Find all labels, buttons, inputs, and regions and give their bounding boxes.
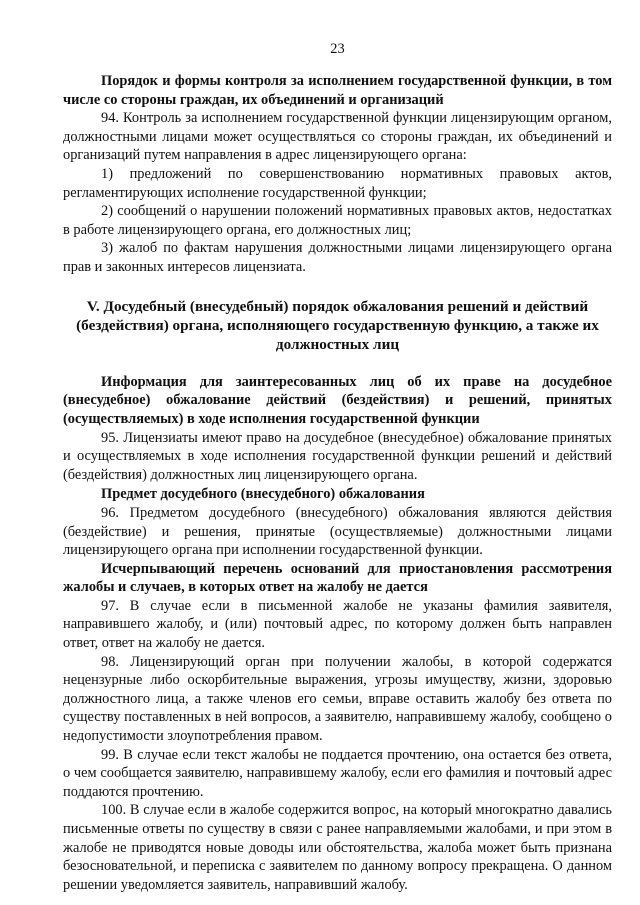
paragraph-94-item-3: 3) жалоб по фактам нарушения должностными лицами лицензирующего органа прав и законных интересов лицензиата. <box>63 240 612 275</box>
subject-heading: Предмет досудебного (внесудебного) обжалования <box>101 486 425 503</box>
paragraph-97: 97. В случае если в письменной жалобе не указаны фамилия заявителя, направившего жалобу, и (или) почтовый адрес, по которому должен быть направлен ответ, ответ на жалобу не дается. <box>63 597 612 652</box>
control-heading: Порядок и формы контроля за исполнением государственной функции, в том числе со стороны граждан, их объединений и организаций <box>63 73 612 108</box>
section-v-title: V. Досудебный (внесудебный) порядок обжалования решений и действий (бездействия) органа, исполняющего государственную функцию, а также их должностных лиц <box>76 297 599 354</box>
page-number: 23 <box>330 41 345 57</box>
info-heading: Информация для заинтересованных лиц об их праве на досудебное (внесудебное) обжалование действий (бездействия) и решений, принятых (осуществляемых) в ходе исполнения государственной функции <box>63 373 612 427</box>
paragraph-96: 96. Предметом досудебного (внесудебного) обжалования являются действия (бездействие) и решения, принятые (осуществляемые) должностными лицами лицензирующего органа при исполнении государственной функции. <box>63 504 612 559</box>
paragraph-95: 95. Лицензиаты имеют право на досудебное (внесудебное) обжалование принятых и осуществляемых в ходе исполнения государственной функции решений и действий (бездействия) должностных лиц лицензирующего органа. <box>63 429 612 483</box>
paragraph-100: 100. В случае если в жалобе содержится вопрос, на который многократно давались письменные ответы по существу в связи с ранее направляемыми жалобами, и при этом в жалобе не приводятся новые доводы или обстоятельства, жалоба может быть признана безосновательной, и переписка с заявителем по данному вопросу прекращена. О данном решении уведомляется заявитель, направивший жалобу. <box>63 802 612 893</box>
paragraph-98: 98. Лицензирующий орган при получении жалобы, в которой содержатся нецензурные либо оскорбительные выражения, угрозы имуществу, жизни, здоровью должностного лица, а также членов его семьи, вправе оставить жалобу без ответа по существу поставленных в ней вопросов, а заявителю, направившему жалобу, сообщено о недопустимости злоупотребления правом. <box>63 653 612 745</box>
grounds-heading: Исчерпывающий перечень оснований для приостановления рассмотрения жалобы и случаев, в которых ответ на жалобу не дается <box>63 560 612 596</box>
paragraph-94: 94. Контроль за исполнением государственной функции лицензирующим органом, должностными лицами может осуществляться со стороны граждан, их объединений и организаций путем направления в адрес лицензирующего органа: <box>63 110 612 164</box>
paragraph-94-item-2: 2) сообщений о нарушении положений нормативных правовых актов, недостатках в работе лицензирующего органа, его должностных лиц; <box>63 203 612 238</box>
paragraph-99: 99. В случае если текст жалобы не поддается прочтению, она остается без ответа, о чем сообщается заявителю, направившему жалобу, если его фамилия и почтовый адрес поддаются прочтению. <box>63 746 612 800</box>
paragraph-94-item-1: 1) предложений по совершенствованию нормативных правовых актов, регламентирующих исполнение государственной функции; <box>63 165 612 201</box>
